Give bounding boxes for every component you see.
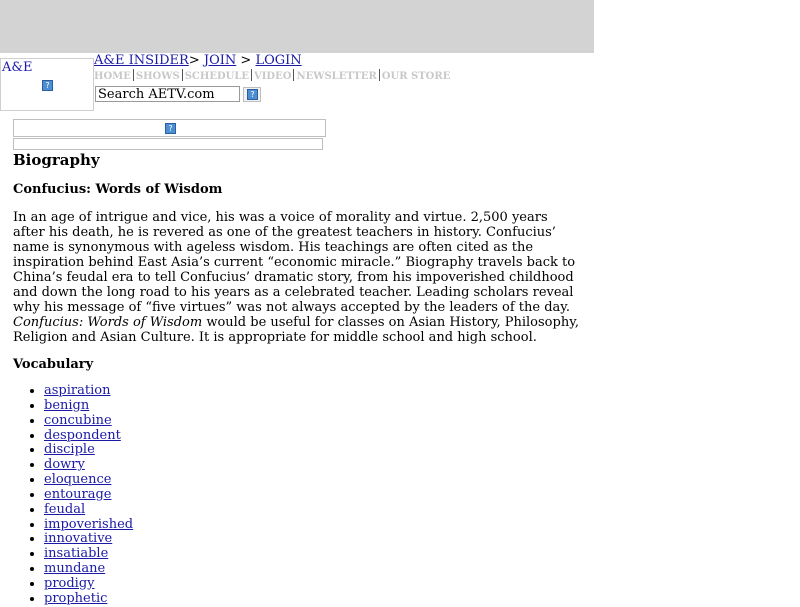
nav-shows[interactable]: SHOWS: [135, 71, 180, 82]
account-links: [94, 53, 302, 68]
nav-our-store[interactable]: OUR STORE: [381, 71, 451, 82]
description-text: In an age of intrigue and vice, his was a voice of morality and virtue. 2,500 years after his death, he is revered as one of the greatest teachers in history. Confucius’ name is synonymous with ageless wisdom. His teachings are often cited as the inspiration behind East Asia’s current “economic miracle.” Biography travels back to China’s feudal era to tell Confucius’ dramatic story, from his impoverished childhood and down the long road to his years as a celebrated teacher. Leading scholars reveal why his message of “five virtues” was not always accepted by the leaders of the day.: [13, 210, 576, 315]
vocab-link-insatiable[interactable]: insatiable: [44, 546, 109, 562]
article-title: Confucius: Words of Wisdom: [13, 182, 223, 197]
list-item: [44, 384, 133, 399]
broken-image-icon: ?: [165, 123, 176, 134]
nav-divider: [379, 69, 380, 81]
vocab-link-despondent[interactable]: despondent: [44, 427, 121, 443]
nav-divider: [133, 69, 134, 81]
nav-newsletter[interactable]: NEWSLETTER: [296, 71, 377, 82]
search-icon: ?: [247, 89, 258, 100]
broken-image-icon: ?: [42, 80, 53, 91]
vocab-link-disciple[interactable]: disciple: [44, 442, 95, 458]
list-item: [44, 577, 133, 592]
vocab-link-prophetic[interactable]: prophetic: [44, 590, 108, 606]
list-item: [44, 532, 133, 547]
nav-divider: [182, 69, 183, 81]
ae-insider-link[interactable]: A&E INSIDER: [94, 53, 189, 68]
breadcrumb-separator: >: [240, 53, 252, 68]
vocab-link-dowry[interactable]: dowry: [44, 457, 85, 473]
section-title: Biography: [13, 151, 100, 169]
description-title-italic: Confucius: Words of Wisdom: [13, 315, 203, 330]
list-item: [44, 503, 133, 518]
list-item: [44, 399, 133, 414]
vocab-link-aspiration[interactable]: aspiration: [44, 383, 111, 398]
top-banner-area: [0, 0, 594, 53]
vocab-link-prodigy[interactable]: prodigy: [44, 575, 95, 591]
login-link[interactable]: LOGIN: [255, 53, 302, 68]
vocab-link-impoverished[interactable]: impoverished: [44, 516, 134, 532]
article-description: [13, 210, 581, 345]
ad-banner[interactable]: [13, 119, 326, 137]
nav-schedule[interactable]: SCHEDULE: [184, 71, 249, 82]
vocab-link-concubine[interactable]: concubine: [44, 412, 112, 428]
vocab-link-feudal[interactable]: feudal: [44, 501, 86, 517]
list-item: [44, 429, 133, 444]
vocab-link-entourage[interactable]: entourage: [44, 486, 112, 502]
list-item: [44, 473, 133, 488]
search-input[interactable]: [95, 86, 240, 102]
vocabulary-list: [0, 384, 133, 607]
join-link[interactable]: JOIN: [203, 53, 237, 68]
nav-divider: [251, 69, 252, 81]
list-item: [44, 562, 133, 577]
search-button[interactable]: [243, 87, 261, 102]
list-item: [44, 592, 133, 607]
vocabulary-heading: Vocabulary: [13, 357, 94, 372]
list-item: [44, 458, 133, 473]
list-item: [44, 414, 133, 429]
logo-alt-text: A&E: [2, 60, 33, 75]
list-item: [44, 443, 133, 458]
vocab-link-innovative[interactable]: innovative: [44, 531, 113, 547]
list-item: [44, 488, 133, 503]
list-item: [44, 518, 133, 533]
nav-divider: [293, 69, 294, 81]
vocab-link-benign[interactable]: benign: [44, 397, 90, 413]
breadcrumb-separator: >: [188, 53, 200, 68]
description-text: would be useful for classes on Asian History, Philosophy, Religion and Asian Culture. It is appropriate for middle school and high school.: [13, 315, 579, 345]
ae-logo[interactable]: [0, 58, 94, 111]
vocab-link-mundane[interactable]: mundane: [44, 561, 106, 577]
nav-video[interactable]: VIDEO: [254, 71, 292, 82]
list-item: [44, 547, 133, 562]
ad-banner-secondary: [13, 138, 323, 150]
vocab-link-eloquence[interactable]: eloquence: [44, 472, 112, 488]
nav-home[interactable]: HOME: [94, 71, 131, 82]
main-nav: [94, 69, 450, 82]
